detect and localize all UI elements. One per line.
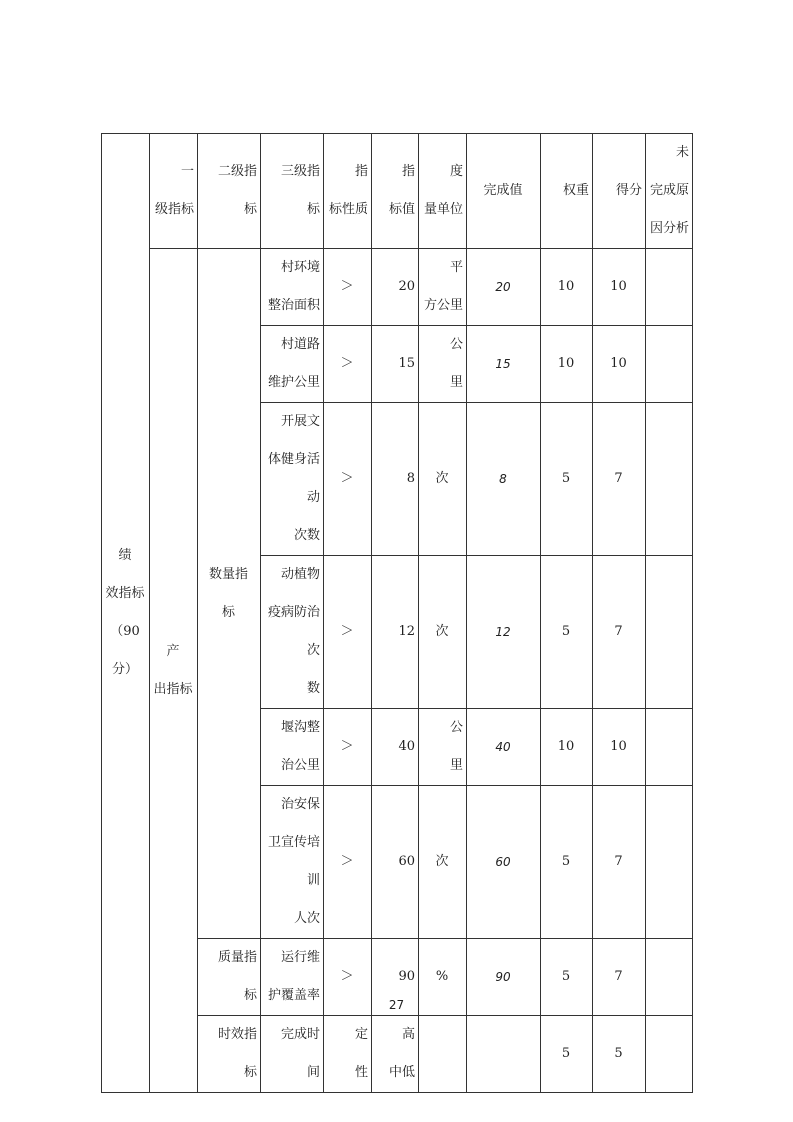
- performance-indicator-table: [101, 133, 693, 1093]
- header-level1: 一 级指标: [150, 134, 198, 249]
- indicator-score: 10: [593, 326, 646, 403]
- level2-quality: 质量指 标: [198, 939, 261, 1016]
- indicator-actual: 60: [467, 786, 541, 939]
- level2-timeliness: 时效指 标: [198, 1016, 261, 1093]
- indicator-actual: 90: [467, 939, 541, 1016]
- indicator-nature: ＞: [324, 939, 372, 1016]
- indicator-actual: 40: [467, 709, 541, 786]
- indicator-reason: [646, 1016, 693, 1093]
- indicator-weight: 10: [541, 249, 593, 326]
- indicator-reason: [646, 709, 693, 786]
- header-level3: 三级指 标: [261, 134, 324, 249]
- indicator-weight: 5: [541, 556, 593, 709]
- level2-quantity: 数量指 标: [198, 249, 261, 939]
- header-target: 指 标值: [372, 134, 419, 249]
- indicator-nature: ＞: [324, 249, 372, 326]
- indicator-score: 7: [593, 556, 646, 709]
- indicator-name: 运行维 护覆盖率: [261, 939, 324, 1016]
- performance-indicator-label: 绩 效指标 （90 分）: [102, 134, 150, 1093]
- indicator-nature: 定 性: [324, 1016, 372, 1093]
- indicator-target: 20: [372, 249, 419, 326]
- indicator-unit: %: [419, 939, 467, 1016]
- indicator-weight: 5: [541, 939, 593, 1016]
- indicator-nature: ＞: [324, 326, 372, 403]
- indicator-unit: 平 方公里: [419, 249, 467, 326]
- page-number: 27: [388, 998, 405, 1012]
- indicator-name: 完成时 间: [261, 1016, 324, 1093]
- indicator-name: 动植物 疫病防治次 数: [261, 556, 324, 709]
- indicator-nature: ＞: [324, 556, 372, 709]
- indicator-unit: 公 里: [419, 326, 467, 403]
- indicator-target: 40: [372, 709, 419, 786]
- indicator-reason: [646, 556, 693, 709]
- indicator-nature: ＞: [324, 786, 372, 939]
- indicator-weight: 10: [541, 709, 593, 786]
- indicator-target: 15: [372, 326, 419, 403]
- indicator-score: 5: [593, 1016, 646, 1093]
- indicator-weight: 5: [541, 403, 593, 556]
- indicator-target: 60: [372, 786, 419, 939]
- indicator-weight: 10: [541, 326, 593, 403]
- indicator-reason: [646, 326, 693, 403]
- header-reason: 未 完成原 因分析: [646, 134, 693, 249]
- indicator-unit: 次: [419, 786, 467, 939]
- indicator-target: 8: [372, 403, 419, 556]
- table-row: [102, 249, 693, 326]
- indicator-nature: ＞: [324, 709, 372, 786]
- header-row: [102, 134, 693, 249]
- indicator-unit: 次: [419, 403, 467, 556]
- indicator-unit: [419, 1016, 467, 1093]
- indicator-actual: 12: [467, 556, 541, 709]
- header-weight: 权重: [541, 134, 593, 249]
- indicator-name: 开展文 体健身活动 次数: [261, 403, 324, 556]
- indicator-unit: 次: [419, 556, 467, 709]
- indicator-reason: [646, 403, 693, 556]
- indicator-reason: [646, 786, 693, 939]
- indicator-score: 7: [593, 939, 646, 1016]
- header-score: 得分: [593, 134, 646, 249]
- indicator-score: 10: [593, 709, 646, 786]
- header-unit: 度 量单位: [419, 134, 467, 249]
- indicator-actual: 8: [467, 403, 541, 556]
- indicator-name: 堰沟整 治公里: [261, 709, 324, 786]
- indicator-target: 12: [372, 556, 419, 709]
- level1-output: 产 出指标: [150, 249, 198, 1093]
- indicator-unit: 公 里: [419, 709, 467, 786]
- indicator-score: 10: [593, 249, 646, 326]
- indicator-nature: ＞: [324, 403, 372, 556]
- indicator-actual: 15: [467, 326, 541, 403]
- header-nature: 指 标性质: [324, 134, 372, 249]
- indicator-weight: 5: [541, 786, 593, 939]
- indicator-weight: 5: [541, 1016, 593, 1093]
- header-actual: 完成值: [467, 134, 541, 249]
- indicator-score: 7: [593, 786, 646, 939]
- indicator-score: 7: [593, 403, 646, 556]
- indicator-actual: [467, 1016, 541, 1093]
- indicator-reason: [646, 249, 693, 326]
- indicator-name: 村道路 维护公里: [261, 326, 324, 403]
- indicator-target: 高 中低: [372, 1016, 419, 1093]
- header-level2: 二级指 标: [198, 134, 261, 249]
- indicator-name: 治安保 卫宣传培训 人次: [261, 786, 324, 939]
- indicator-target: 90: [372, 939, 419, 1016]
- indicator-actual: 20: [467, 249, 541, 326]
- indicator-name: 村环境 整治面积: [261, 249, 324, 326]
